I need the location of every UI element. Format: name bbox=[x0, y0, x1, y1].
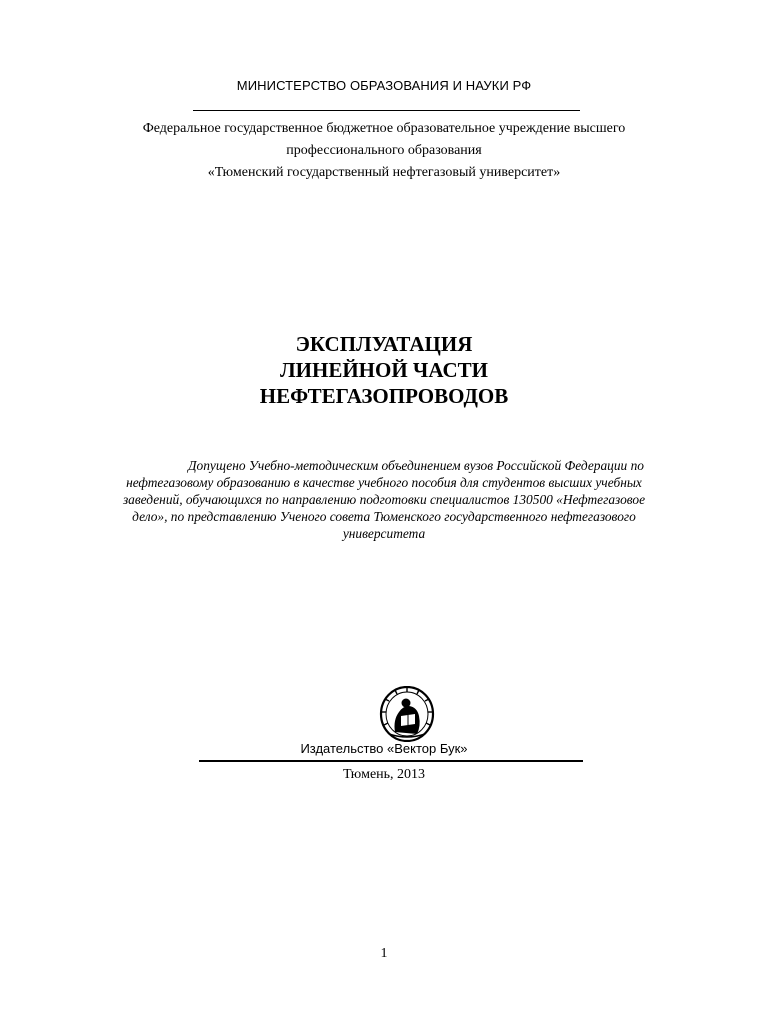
title-line: ЛИНЕЙНОЙ ЧАСТИ bbox=[280, 358, 488, 382]
title-line: НЕФТЕГАЗОПРОВОДОВ bbox=[259, 384, 509, 408]
approval-line: заведений, обучающихся по направлению подготовки специалистов 130500 «Нефтегазовое bbox=[122, 492, 646, 507]
document-title bbox=[0, 331, 768, 409]
institution-line: профессионального образования bbox=[286, 143, 482, 158]
title-line: ЭКСПЛУАТАЦИЯ bbox=[295, 332, 473, 356]
approval-line: Допущено Учебно-методическим объединением вузов Российской Федерации по bbox=[188, 458, 644, 473]
ministry-header: МИНИСТЕРСТВО ОБРАЗОВАНИЯ И НАУКИ РФ bbox=[236, 78, 532, 93]
publisher-emblem-icon bbox=[379, 686, 435, 742]
institution-block bbox=[0, 118, 768, 184]
institution-line: Федеральное государственное бюджетное образовательное учреждение высшего bbox=[142, 121, 626, 136]
approval-note bbox=[96, 457, 672, 542]
publisher-name: Издательство «Вектор Бук» bbox=[300, 741, 468, 756]
institution-line: «Тюменский государственный нефтегазовый университет» bbox=[207, 165, 561, 180]
publisher-divider bbox=[199, 760, 583, 762]
approval-line: нефтегазовому образованию в качестве учебного пособия для студентов высших учебных bbox=[126, 475, 642, 490]
page-number: 1 bbox=[380, 946, 388, 961]
city-year: Тюмень, 2013 bbox=[342, 767, 426, 782]
approval-line: университета bbox=[342, 526, 426, 541]
header-divider bbox=[193, 110, 580, 111]
approval-line: дело», по представлению Ученого совета Тюменского государственного нефтегазового bbox=[132, 509, 636, 524]
